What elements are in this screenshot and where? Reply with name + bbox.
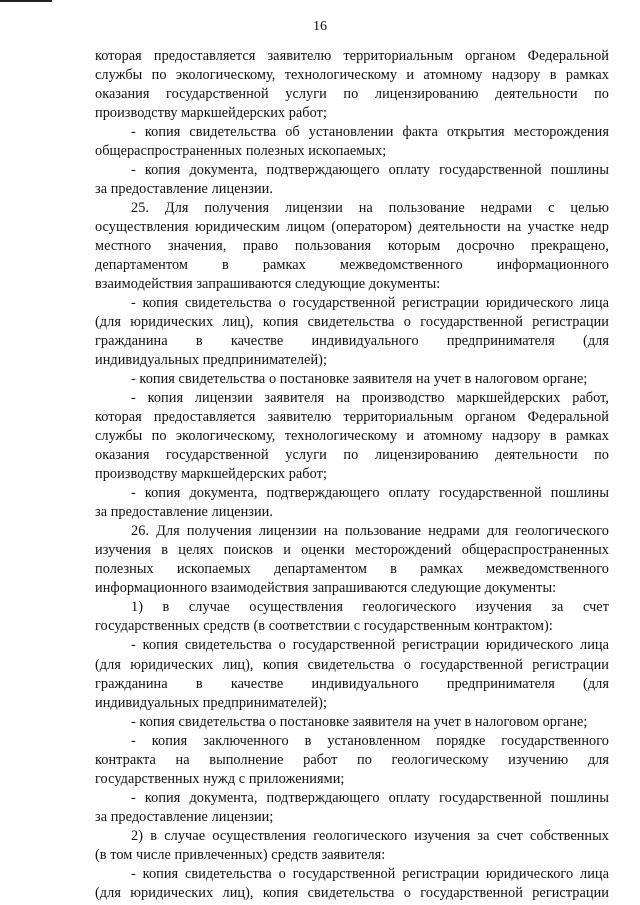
text-line: полезных ископаемых департаментом в рамках межведомственного [95,561,609,578]
text-line: оказания государственной услуги по лицензированию деятельности по [95,447,609,464]
text-line: информационного взаимодействия запрашиваются следующие документы: [95,580,557,597]
text-line: за предоставление лицензии; [95,808,274,825]
text-line: - копия свидетельства о государственной регистрации юридического лица [131,295,609,312]
text-line: производству маркшейдерских работ; [95,466,327,483]
text-line: департаментом в рамках межведомственного информационного [95,257,609,274]
text-line: контракта на выполнение работ по геологическому изучению для [95,751,609,768]
text-line: индивидуальных предпринимателей); [95,352,327,369]
text-line: изучения в целях поисков и оценки месторождений общераспространенных [95,542,609,559]
text-line: (для юридических лиц), копия свидетельства о государственной регистрации [95,884,609,901]
text-line: 25. Для получения лицензии на пользование недрами с целью [131,200,609,217]
text-line: общераспространенных полезных ископаемых; [95,143,387,160]
text-line: индивидуальных предпринимателей); [95,694,327,711]
text-line: местного значения, право пользования которым досрочно прекращено, [95,238,609,255]
text-line: - копия документа, подтверждающего оплату государственной пошлины [131,485,609,502]
text-line: 1) в случае осуществления геологического изучения за счет [131,599,609,616]
text-line: гражданина в качестве индивидуального предпринимателя (для [95,675,609,692]
text-line: - копия заключенного в установленном порядке государственного [131,732,609,749]
text-line: - копия документа, подтверждающего оплату государственной пошлины [131,789,609,806]
text-line: - копия свидетельства об установлении факта открытия месторождения [131,124,609,141]
document-body [95,47,609,903]
scan-corner-mark [0,0,52,2]
page-number: 16 [313,19,327,34]
text-line: за предоставление лицензии. [95,504,273,521]
text-line: - копия свидетельства о постановке заявителя на учет в налоговом органе; [131,371,588,388]
text-line: (для юридических лиц), копия свидетельства о государственной регистрации [95,656,609,673]
text-line: за предоставление лицензии. [95,181,273,198]
text-line: - копия свидетельства о государственной регистрации юридического лица [131,865,609,882]
text-line: - копия документа, подтверждающего оплату государственной пошлины [131,162,609,179]
text-line: взаимодействия запрашиваются следующие документы: [95,276,441,293]
text-line: государственных средств (в соответствии с государственным контрактом): [95,618,553,635]
text-line: - копия свидетельства о постановке заявителя на учет в налоговом органе; [131,713,588,730]
text-line: службы по экологическому, технологическому и атомному надзору в рамках [95,67,609,84]
text-line: осуществления юридическим лицом (оператором) деятельности на участке недр [95,219,609,236]
text-line: - копия свидетельства о государственной регистрации юридического лица [131,637,609,654]
text-line: гражданина в качестве индивидуального предпринимателя (для [95,333,609,350]
text-line: 26. Для получения лицензии на пользование недрами для геологического [131,523,609,540]
text-line: производству маркшейдерских работ; [95,105,327,122]
text-line: службы по экологическому, технологическому и атомному надзору в рамках [95,428,609,445]
text-line: (для юридических лиц), копия свидетельства о государственной регистрации [95,314,609,331]
text-line: (в том числе привлеченных) средств заявителя: [95,846,386,863]
text-line: 2) в случае осуществления геологического изучения за счет собственных [131,827,609,844]
text-line: государственных нужд с приложениями; [95,770,345,787]
text-line: которая предоставляется заявителю территориальным органом Федеральной [95,409,609,426]
text-line: оказания государственной услуги по лицензированию деятельности по [95,86,609,103]
text-line: которая предоставляется заявителю территориальным органом Федеральной [95,48,609,64]
text-line: - копия лицензии заявителя на производство маркшейдерских работ, [131,390,609,407]
